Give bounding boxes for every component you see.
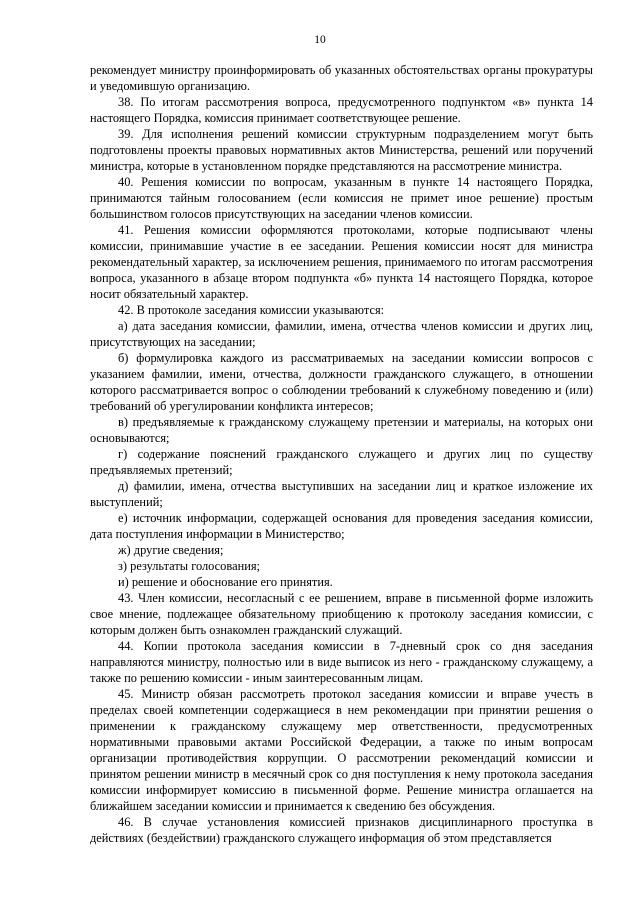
paragraph-46: 46. В случае установления комиссией признаков дисциплинарного проступка в действиях (бездействии) гражданского служащего информация об этом представляется	[90, 815, 593, 845]
list-item-v: в) предъявляемые к гражданскому служащему претензии и материалы, на которых они основываются;	[90, 415, 593, 445]
list-item-e: е) источник информации, содержащей основания для проведения заседания комиссии, дата поступления информации в Министерство;	[90, 511, 593, 541]
list-item-g: г) содержание пояснений гражданского служащего и других лиц по существу предъявляемых претензий;	[90, 447, 593, 477]
list-item-i: и) решение и обоснование его принятия.	[118, 575, 333, 589]
paragraph-40: 40. Решения комиссии по вопросам, указанным в пункте 14 настоящего Порядка, принимаются тайным голосованием (если комиссия не примет иное решение) простым большинством голосов присутствующих на заседании членов комиссии.	[90, 175, 593, 221]
paragraph-45: 45. Министр обязан рассмотреть протокол заседания комиссии и вправе учесть в пределах своей компетенции содержащиеся в нем рекомендации при принятии решения о применении к гражданскому служащему мер ответственности, предусмотренных нормативными правовыми актами Российской Федерации, а также по иным вопросам организации противодействия коррупции. О рассмотрении рекомендаций комиссии и принятом решении министр в месячный срок со дня поступления к нему протокола заседания комиссии информирует комиссию в письменной форме. Решение министра оглашается на ближайшем заседании комиссии и принимается к сведению без обсуждения.	[90, 687, 593, 813]
document-body	[90, 62, 593, 846]
paragraph-43: 43. Член комиссии, несогласный с ее решением, вправе в письменной форме изложить свое мнение, подлежащее обязательному приобщению к протоколу заседания комиссии, с которым должен быть ознакомлен гражданский служащий.	[90, 591, 593, 637]
paragraph-38: 38. По итогам рассмотрения вопроса, предусмотренного подпунктом «в» пункта 14 настоящего Порядка, комиссия принимает соответствующее решение.	[90, 95, 593, 125]
page-number: 10	[314, 34, 326, 46]
paragraph-41: 41. Решения комиссии оформляются протоколами, которые подписывают члены комиссии, принимавшие участие в ее заседании. Решения комиссии носят для министра рекомендательный характер, за исключением решения, принимаемого по итогам рассмотрения вопроса, указанного в абзаце втором подпункта «б» пункта 14 настоящего Порядка, которое носит обязательный характер.	[90, 223, 593, 301]
list-item-zh: ж) другие сведения;	[118, 543, 224, 557]
list-item-z: з) результаты голосования;	[118, 559, 260, 573]
list-item-b: б) формулировка каждого из рассматриваемых на заседании комиссии вопросов с указанием фамилии, имени, отчества, должности гражданского служащего, в отношении которого рассматривается вопрос о соблюдении требований к служебному поведению и (или) требований об урегулировании конфликта интересов;	[90, 351, 593, 413]
paragraph-continuation: рекомендует министру проинформировать об указанных обстоятельствах органы прокуратуры и уведомившую организацию.	[90, 63, 593, 93]
list-item-d: д) фамилии, имена, отчества выступивших на заседании лиц и краткое изложение их выступлений;	[90, 479, 593, 509]
paragraph-44: 44. Копии протокола заседания комиссии в 7-дневный срок со дня заседания направляются министру, полностью или в виде выписок из него - гражданскому служащему, а также по решению комиссии - иным заинтересованным лицам.	[90, 639, 593, 685]
paragraph-42: 42. В протоколе заседания комиссии указываются:	[118, 303, 385, 317]
list-item-a: а) дата заседания комиссии, фамилии, имена, отчества членов комиссии и других лиц, присутствующих на заседании;	[90, 319, 593, 349]
paragraph-39: 39. Для исполнения решений комиссии структурным подразделением могут быть подготовлены проекты правовых нормативных актов Министерства, решений или поручений министра, которые в установленном порядке представляются на рассмотрение министра.	[90, 127, 593, 173]
